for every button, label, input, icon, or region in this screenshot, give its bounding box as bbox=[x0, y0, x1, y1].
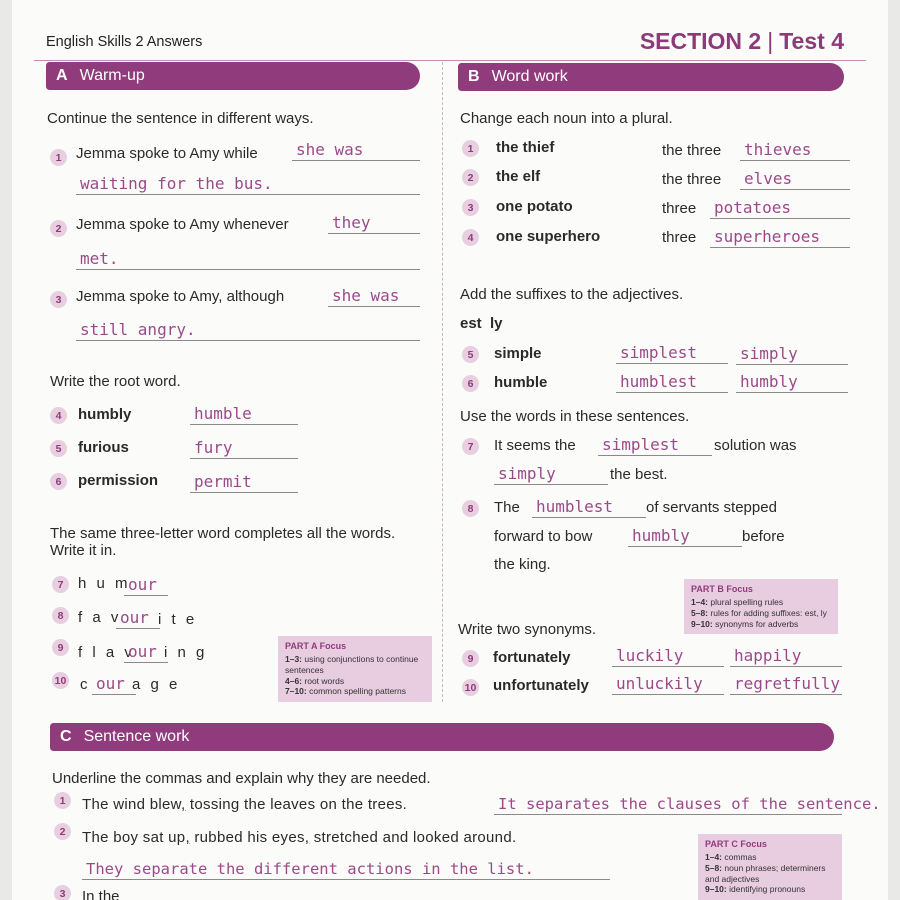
b-q10-number: 10 bbox=[462, 679, 479, 696]
a-q2-answer-1[interactable]: they bbox=[328, 213, 420, 234]
b-q2-number: 2 bbox=[462, 169, 479, 186]
part-a-focus-line-3: 7–10: common spelling patterns bbox=[285, 686, 406, 697]
a-instruction-write-in: Write it in. bbox=[50, 542, 117, 559]
worksheet-page bbox=[12, 0, 888, 900]
b-q3-noun: one potato bbox=[496, 198, 573, 215]
a-q1-answer-2[interactable]: waiting for the bus. bbox=[76, 174, 420, 195]
part-b-focus-box bbox=[684, 579, 838, 634]
b-instruction-synonyms: Write two synonyms. bbox=[458, 621, 597, 638]
c-q1-sentence: The wind blew, tossing the leaves on the trees. bbox=[82, 796, 408, 813]
b-q9-word: fortunately bbox=[493, 649, 571, 666]
a-q8-word-end: i t e bbox=[158, 611, 198, 628]
c-q1-answer[interactable]: It separates the clauses of the sentence. bbox=[494, 795, 842, 815]
section-label: SECTION 2 bbox=[639, 28, 762, 54]
b-q10-answer-1[interactable]: unluckily bbox=[612, 674, 724, 695]
a-q8-word-start: f a v bbox=[78, 609, 122, 626]
section-c-letter: C bbox=[60, 728, 72, 745]
b-instruction-suffixes: Add the suffixes to the adjectives. bbox=[460, 286, 684, 303]
b-q7-text-3: the best. bbox=[610, 466, 668, 483]
part-a-focus-box bbox=[278, 636, 432, 702]
b-q5-word: simple bbox=[494, 345, 542, 362]
a-q1-prompt: Jemma spoke to Amy while bbox=[76, 145, 258, 162]
section-a-bar bbox=[46, 62, 420, 90]
b-q7-answer-1[interactable]: simplest bbox=[598, 435, 712, 456]
section-b-letter: B bbox=[468, 68, 480, 85]
b-q3-prefix: three bbox=[662, 200, 697, 217]
part-c-focus-line-1: 1–4: commas bbox=[705, 852, 757, 863]
c-q3-number: 3 bbox=[54, 885, 71, 900]
b-q1-number: 1 bbox=[462, 140, 479, 157]
a-q10-word-start: c bbox=[80, 676, 91, 693]
b-q4-number: 4 bbox=[462, 229, 479, 246]
a-q2-number: 2 bbox=[50, 220, 67, 237]
b-q7-text-1: It seems the bbox=[494, 437, 576, 454]
b-q7-number: 7 bbox=[462, 438, 479, 455]
heading-separator: | bbox=[767, 28, 774, 54]
a-q9-number: 9 bbox=[52, 639, 69, 656]
a-q10-number: 10 bbox=[52, 672, 69, 689]
part-c-focus-line-3: 9–10: identifying pronouns bbox=[705, 884, 806, 895]
b-q1-prefix: the three bbox=[662, 142, 722, 159]
b-suffix-list: est ly bbox=[460, 315, 503, 332]
b-q8-text-5: the king. bbox=[494, 556, 551, 573]
part-b-focus-line-2: 5–8: rules for adding suffixes: est, ly bbox=[691, 607, 827, 618]
section-a-letter: A bbox=[56, 67, 68, 84]
b-instruction-plural: Change each noun into a plural. bbox=[460, 110, 673, 127]
a-q7-word-start: h u m bbox=[78, 575, 131, 592]
a-q6-word: permission bbox=[78, 472, 159, 489]
b-q10-word: unfortunately bbox=[493, 677, 589, 694]
a-q7-answer[interactable]: our bbox=[124, 575, 168, 596]
a-q3-answer-1[interactable]: she was bbox=[328, 286, 420, 307]
a-q9-answer[interactable]: our bbox=[124, 642, 168, 663]
header-rule bbox=[34, 60, 866, 61]
a-q4-word: humbly bbox=[78, 406, 132, 423]
b-q8-answer-1[interactable]: humblest bbox=[532, 497, 646, 518]
b-q8-answer-2[interactable]: humbly bbox=[628, 526, 742, 547]
c-q1-number: 1 bbox=[54, 792, 71, 809]
part-b-focus-title: PART B Focus bbox=[691, 584, 753, 594]
a-q10-answer[interactable]: our bbox=[92, 674, 136, 695]
b-q9-answer-1[interactable]: luckily bbox=[612, 646, 724, 667]
a-q4-answer[interactable]: humble bbox=[190, 404, 298, 425]
b-q5-answer-est[interactable]: simplest bbox=[616, 343, 728, 364]
b-q3-answer[interactable]: potatoes bbox=[710, 198, 850, 219]
a-q3-answer-2[interactable]: still angry. bbox=[76, 320, 420, 341]
a-q6-number: 6 bbox=[50, 473, 67, 490]
c-q2-number: 2 bbox=[54, 823, 71, 840]
part-a-focus-line-2: 4–6: root words bbox=[285, 675, 345, 686]
c-q3-sentence: In the bbox=[82, 888, 120, 900]
a-q9-word-start: f l a v bbox=[78, 644, 135, 661]
b-q4-noun: one superhero bbox=[496, 228, 601, 245]
a-q1-answer-1[interactable]: she was bbox=[292, 140, 420, 161]
a-q1-number: 1 bbox=[50, 149, 67, 166]
a-q9-word-end: i n g bbox=[164, 644, 208, 661]
b-q6-word: humble bbox=[494, 374, 548, 391]
a-q7-number: 7 bbox=[52, 576, 69, 593]
part-b-focus-line-1: 1–4: plural spelling rules bbox=[691, 597, 784, 608]
b-q7-answer-2[interactable]: simply bbox=[494, 464, 608, 485]
b-q1-answer[interactable]: thieves bbox=[740, 140, 850, 161]
section-b-title: Word work bbox=[491, 68, 568, 85]
a-q5-number: 5 bbox=[50, 440, 67, 457]
part-a-focus-line-1: 1–3: using conjunctions to continue sentences bbox=[285, 654, 419, 675]
b-q5-number: 5 bbox=[462, 346, 479, 363]
b-q8-text-2: of servants stepped bbox=[646, 499, 777, 516]
b-q6-answer-ly[interactable]: humbly bbox=[736, 372, 848, 393]
b-q9-answer-2[interactable]: happily bbox=[730, 646, 842, 667]
b-q8-text-4: before bbox=[742, 528, 785, 545]
a-q3-prompt: Jemma spoke to Amy, although bbox=[76, 288, 285, 305]
b-q4-answer[interactable]: superheroes bbox=[710, 227, 850, 248]
b-q4-prefix: three bbox=[662, 229, 697, 246]
b-instruction-use-words: Use the words in these sentences. bbox=[460, 408, 690, 425]
section-heading bbox=[640, 28, 844, 55]
b-q2-answer[interactable]: elves bbox=[740, 169, 850, 190]
b-q2-prefix: the three bbox=[662, 171, 722, 188]
part-c-focus-title: PART C Focus bbox=[705, 839, 767, 849]
a-q5-word: furious bbox=[78, 439, 129, 456]
b-q6-number: 6 bbox=[462, 375, 479, 392]
b-q5-answer-ly[interactable]: simply bbox=[736, 344, 848, 365]
a-q5-answer[interactable]: fury bbox=[190, 438, 298, 459]
b-q6-answer-est[interactable]: humblest bbox=[616, 372, 728, 393]
a-q6-answer[interactable]: permit bbox=[190, 472, 298, 493]
c-instruction: Underline the commas and explain why they are needed. bbox=[52, 770, 431, 787]
a-q2-prompt: Jemma spoke to Amy whenever bbox=[76, 216, 289, 233]
a-instruction-continue: Continue the sentence in different ways. bbox=[47, 110, 314, 127]
b-q8-text-1: The bbox=[494, 499, 520, 516]
b-q3-number: 3 bbox=[462, 199, 479, 216]
b-q7-text-2: solution was bbox=[714, 437, 797, 454]
column-divider bbox=[442, 62, 443, 702]
a-q8-number: 8 bbox=[52, 607, 69, 624]
a-q3-number: 3 bbox=[50, 291, 67, 308]
b-q8-number: 8 bbox=[462, 500, 479, 517]
b-q9-number: 9 bbox=[462, 650, 479, 667]
b-q1-noun: the thief bbox=[496, 139, 555, 156]
b-q8-text-3: forward to bow bbox=[494, 528, 593, 545]
b-q2-noun: the elf bbox=[496, 168, 541, 185]
part-a-focus-title: PART A Focus bbox=[285, 641, 347, 651]
part-c-focus-line-2: 5–8: noun phrases; determiners and adjectives bbox=[705, 862, 826, 884]
c-q2-answer[interactable]: They separate the different actions in the list. bbox=[82, 860, 610, 880]
section-a-title: Warm-up bbox=[79, 67, 145, 84]
a-q4-number: 4 bbox=[50, 407, 67, 424]
part-c-focus-box bbox=[698, 834, 842, 900]
book-title: English Skills 2 Answers bbox=[46, 34, 203, 50]
a-instruction-root: Write the root word. bbox=[50, 373, 181, 390]
b-q10-answer-2[interactable]: regretfully bbox=[730, 674, 842, 695]
section-c-bar bbox=[50, 723, 834, 751]
test-label: Test 4 bbox=[779, 28, 844, 54]
a-instruction-three-letter: The same three-letter word completes all the words. bbox=[50, 525, 396, 542]
a-q10-word-end: a g e bbox=[132, 676, 181, 693]
a-q2-answer-2[interactable]: met. bbox=[76, 249, 420, 270]
part-b-focus-line-3: 9–10: synonyms for adverbs bbox=[691, 618, 799, 629]
c-q2-sentence: The boy sat up, rubbed his eyes, stretched and looked around. bbox=[82, 829, 517, 846]
a-q8-answer[interactable]: our bbox=[116, 608, 160, 629]
section-b-bar bbox=[458, 63, 844, 91]
section-c-title: Sentence work bbox=[83, 728, 190, 745]
